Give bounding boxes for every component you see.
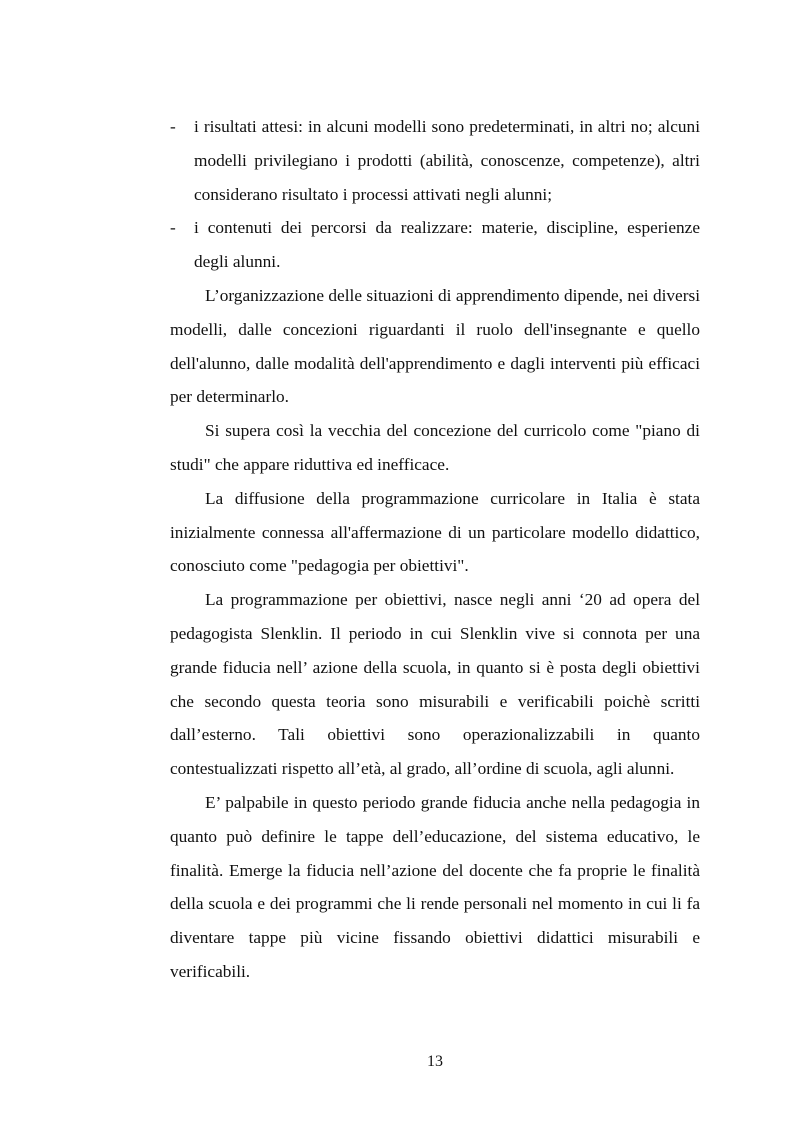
bullet-text: i contenuti dei percorsi da realizzare: materie, discipline, esperienze degli alunni. bbox=[194, 218, 700, 272]
paragraph: L’organizzazione delle situazioni di apprendimento dipende, nei diversi modelli, dalle concezioni riguardanti il ruolo dell'insegnante e quello dell'alunno, dalle modalità dell'apprendimento e dagli interventi più efficaci per determinarlo. bbox=[170, 285, 700, 407]
body-text bbox=[170, 110, 700, 989]
bullet-item bbox=[170, 211, 700, 279]
paragraph: La programmazione per obiettivi, nasce negli anni ‘20 ad opera del pedagogista Slenklin. Il periodo in cui Slenklin vive si connota per una grande fiducia nell’ azione della scuola, in quanto si è posta degli obiettivi che secondo questa teoria sono misurabili e verificabili poichè scritti dall’esterno. Tali obiettivi sono operazionalizzabili in quanto contestualizzati rispetto all’età, al grado, all’ordine di scuola, agli alunni. bbox=[170, 590, 700, 779]
bullet-text: i risultati attesi: in alcuni modelli sono predeterminati, in altri no; alcuni modelli privilegiano i prodotti (abilità, conoscenze, competenze), altri considerano risultato i processi attivati negli alunni; bbox=[194, 117, 700, 204]
bullet-marker: - bbox=[170, 117, 176, 136]
page-number: 13 bbox=[427, 1053, 443, 1070]
paragraph: La diffusione della programmazione curricolare in Italia è stata inizialmente connessa all'affermazione di un particolare modello didattico, conosciuto come "pedagogia per obiettivi". bbox=[170, 488, 700, 576]
bullet-marker: - bbox=[170, 218, 176, 238]
paragraph: E’ palpabile in questo periodo grande fiducia anche nella pedagogia in quanto può definire le tappe dell’educazione, del sistema educativo, le finalità. Emerge la fiducia nell’azione del docente che fa proprie le finalità della scuola e dei programmi che li rende personali nel momento in cui li fa diventare tappe più vicine fissando obiettivi didattici misurabili e verificabili. bbox=[170, 792, 700, 981]
bullet-item bbox=[170, 110, 700, 211]
paragraph: Si supera così la vecchia del concezione del curricolo come "piano di studi" che appare riduttiva ed inefficace. bbox=[170, 421, 700, 474]
